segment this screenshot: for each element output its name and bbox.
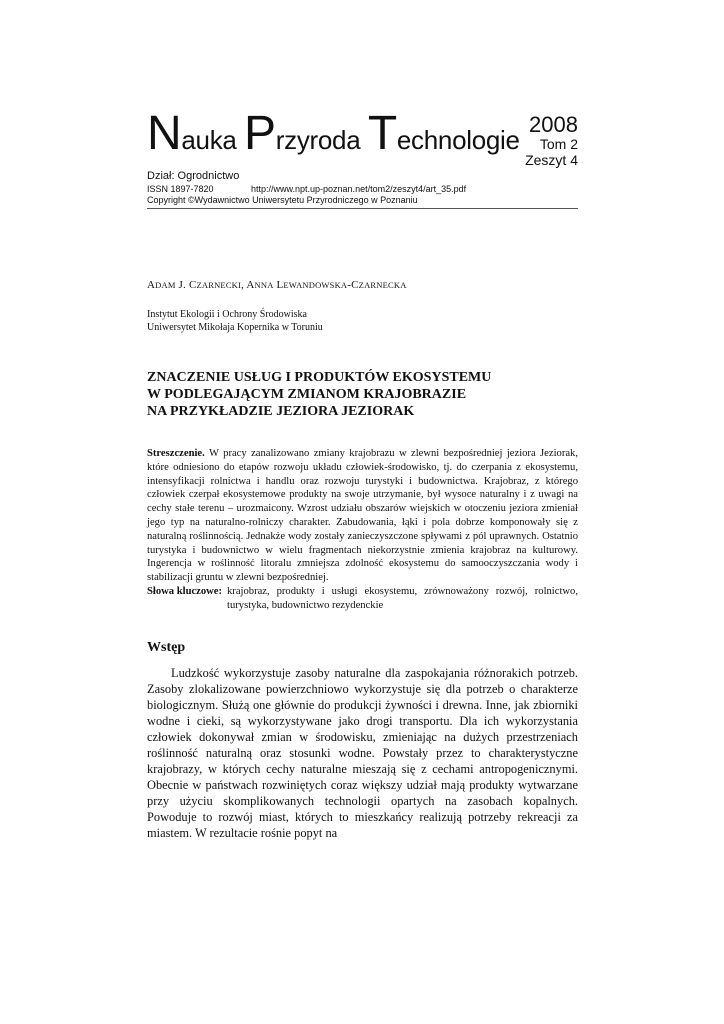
article-title [147,369,577,420]
author2-last-initial: L [273,279,284,291]
affiliation-line-2: Uniwersytet Mikołaja Kopernika w Toruniu [147,322,323,333]
author2-last-rest: EWANDOWSKA [283,280,348,290]
title-line-3: NA PRZYKŁADZIE JEZIORA JEZIORAK [147,404,415,419]
author1-first-initial: A [147,279,156,291]
article-url[interactable]: http://www.npt.up-poznan.net/tom2/zeszyt4/art_35.pdf [251,184,467,194]
author1-last-initial: C [188,279,197,291]
author2-first-rest: NNA [254,280,274,290]
abstract-label: Streszczenie. [147,448,205,459]
abstract [147,447,578,585]
journal-title-t-rest: echnologie [396,125,520,155]
header-divider [147,208,578,209]
title-line-1: ZNACZENIE USŁUG I PRODUKTÓW EKOSYSTEMU [147,370,492,385]
author2-hyphen-rest: ZARNECKA [358,280,407,290]
title-line-2: W PODLEGAJĄCYM ZMIANOM KRAJOBRAZIE [147,387,467,402]
journal-title-p-cap: P [244,107,276,160]
affiliation-line-1: Instytut Ekologii i Ochrony Środowiska [147,309,307,320]
authors [147,279,407,291]
author2-first-initial: A [246,279,255,291]
issn: ISSN 1897-7820 [147,184,214,194]
copyright: Copyright ©Wydawnictwo Uniwersytetu Przyrodniczego w Poznaniu [147,195,418,205]
intro-paragraph: Ludzkość wykorzystuje zasoby naturalne dla zaspokajania różnorakich potrzeb. Zasoby zlokalizowane powierzchniowo wykorzystuje się dla potrzeb o charakterze biologicznym. Służą one głównie do produkcji żywności i drewna. Inne, jak zbiorniki wodne i cieki, są wykorzystywane jako drogi transportu. Dla ich wykorzystania człowiek dokonywał zmian w środowisku, zmieniając na dużych przestrzeniach roślinność naturalną oraz stosunki wodne. Powstały przez to charakterystyczne krajobrazy, w których cechy naturalne mieszają się z cechami antropogenicznymi. Obecnie w państwach rozwiniętych coraz większy udział mają produkty wytwarzane przy użyciu skomplikowanych technologii opartych na zasobach kopalnych. Powoduje to rozwój miast, których to mieszkańcy realizują potrzeby rekreacji za miastem. W rezultacie rośnie popyt na [147,666,578,840]
author2-hyphen-initial: -C [347,279,359,291]
keywords-text: krajobraz, produkty i usługi ekosystemu, zrównoważony rozwój, rolnictwo, turystyka, budownictwo rezydenckie [227,586,578,611]
issue-year: 2008 [529,112,578,137]
author1-last-rest: ZARNECKI [196,280,242,290]
author-separator: , [241,279,247,291]
abstract-text: W pracy zanalizowano zmiany krajobrazu w zlewni bezpośredniej jeziora Jeziorak, które odniesiono do etapów rozwoju układu człowiek-środowisko, tj. do czerpania z ekosystemu, intensyfikacji rolnictwa i handlu oraz rozwoju turystyki i budownictwa. Krajobraz, z którego człowiek czerpał ekosystemowe produkty na swoje utrzymanie, był wysoce naturalny i z uwagi na cechy stałe terenu – urozmaicony. Wzrost udziału obszarów wiejskich w otoczeniu jeziora zmieniał jego typ na naturalno-rolniczy charakter. Zabudowania, łąki i pola dobrze komponowały się z naturalną roślinnością. Jednakże wody zostały zanieczyszczone spływami z pól uprawnych. Ostatnio turystyka i budownictwo w wielu fragmentach niekorzystnie zmienia krajobraz na kulturowy. Ingerencja w roślinność litoralu zmniejsza zdolność ekosystemu do samooczyszczania wody i stabilizacji gruntu w zlewni bezpośredniej. [147,448,578,584]
section-label: Dział: Ogrodnictwo [147,170,240,182]
journal-title [147,107,520,160]
section-heading-intro: Wstęp [147,640,186,655]
journal-title-t-cap: T [367,107,397,160]
keywords-label: Słowa kluczowe: [147,586,223,597]
journal-title-p-rest: rzyroda [275,125,361,155]
author1-first-rest: DAM [155,280,176,290]
issue-number: Zeszyt 4 [525,152,578,168]
journal-title-n-cap: N [147,107,182,160]
issue-volume: Tom 2 [539,136,578,152]
affiliation [147,308,323,334]
author1-middle: J. [175,279,189,291]
journal-title-n-rest: auka [181,125,237,155]
